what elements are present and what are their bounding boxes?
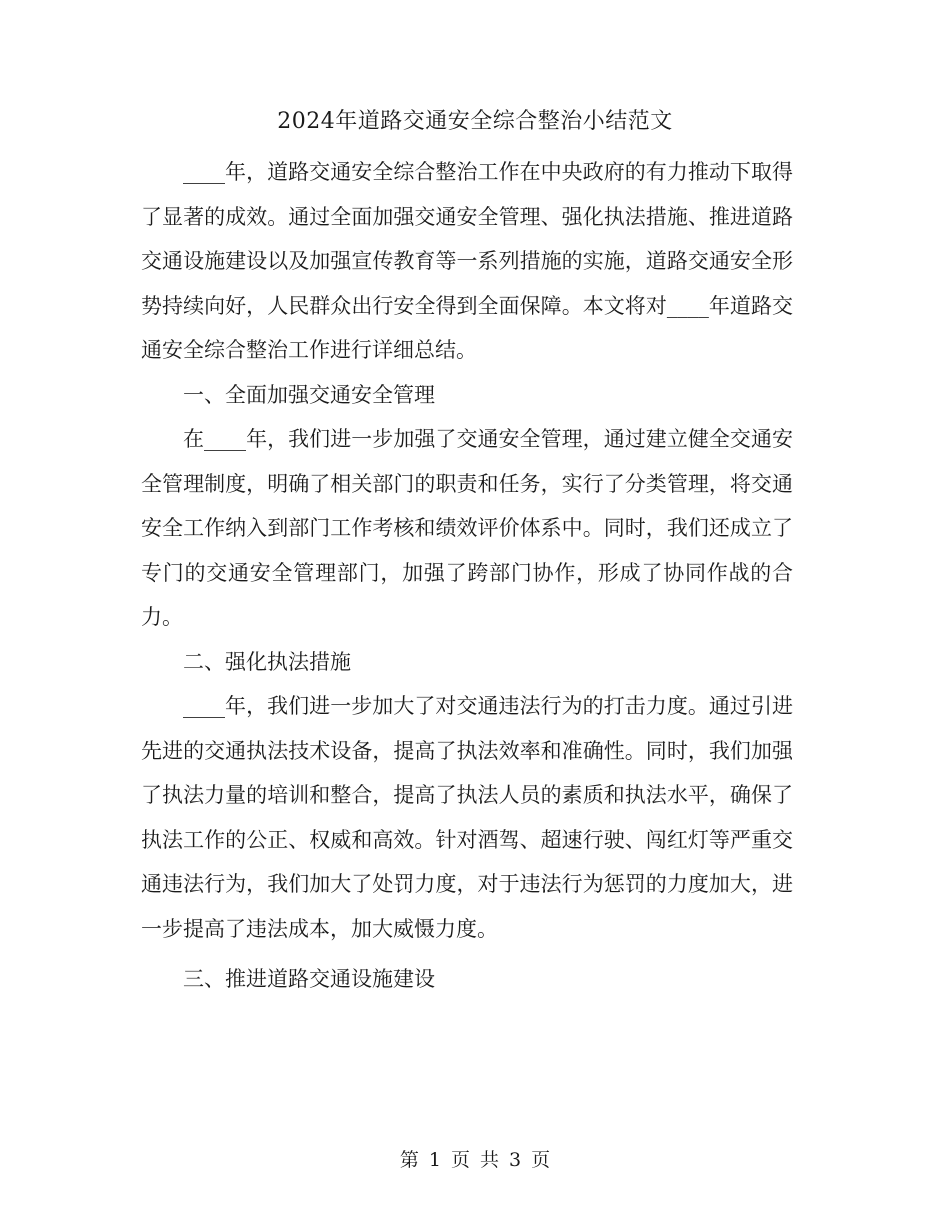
section-heading-1: 一、全面加强交通安全管理	[183, 382, 435, 407]
section-heading-2: 二、强化执法措施	[183, 649, 351, 674]
paragraph-intro: ____年，道路交通安全综合整治工作在中央政府的有力推动下取得了显著的成效。通过全面加强交通安全管理、强化执法措施、推进道路交通设施建设以及加强宣传教育等一系列措施的实施，道路交通安全形势持续向好，人民群众出行安全得到全面保障。本文将对____年道路交通安全综合整治工作进行详细总结。	[141, 160, 793, 362]
paragraph-section-2: ____年，我们进一步加大了对交通违法行为的打击力度。通过引进先进的交通执法技术设备，提高了执法效率和准确性。同时，我们加强了执法力量的培训和整合，提高了执法人员的素质和执法水平，确保了执法工作的公正、权威和高效。针对酒驾、超速行驶、闯红灯等严重交通违法行为，我们加大了处罚力度，对于违法行为惩罚的力度加大，进一步提高了违法成本，加大威慑力度。	[141, 694, 793, 941]
page-footer: 第 1 页 共 3 页	[399, 1149, 551, 1171]
document-body	[141, 150, 793, 1002]
document-title: 2024年道路交通安全综合整治小结范文	[277, 109, 673, 134]
section-heading-3: 三、推进道路交通设施建设	[183, 967, 435, 991]
paragraph-section-1: 在____年，我们进一步加强了交通安全管理，通过建立健全交通安全管理制度，明确了相关部门的职责和任务，实行了分类管理，将交通安全工作纳入到部门工作考核和绩效评价体系中。同时，我们还成立了专门的交通安全管理部门，加强了跨部门协作，形成了协同作战的合力。	[141, 427, 793, 629]
